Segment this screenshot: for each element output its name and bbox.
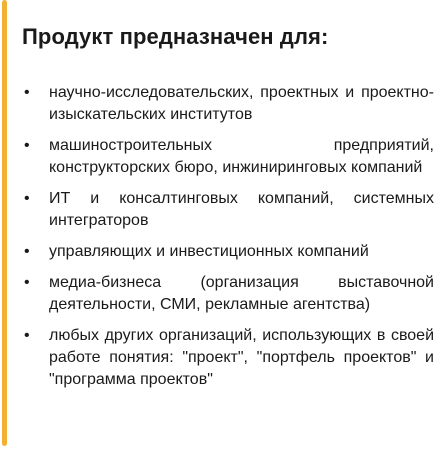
- list-item: [22, 188, 434, 232]
- list-item-text: управляющих и инвестиционных компаний: [49, 243, 369, 260]
- list-item: [22, 82, 434, 126]
- list-item-text: машиностроительных предприятий, конструкторских бюро, инжиниринговых компаний: [49, 137, 434, 176]
- list-item: [22, 135, 434, 179]
- list-item-text: ИТ и консалтинговых компаний, системных интеграторов: [49, 190, 434, 229]
- list-item-text: любых других организаций, использующих в своей работе понятия: "проект", "портфель проектов" и "программа проектов": [49, 327, 434, 388]
- slide-title: Продукт предназначен для:: [22, 24, 329, 49]
- list-item: [22, 325, 434, 391]
- list-item-text: медиа-бизнеса (организация выставочной деятельности, СМИ, рекламные агентства): [49, 274, 434, 313]
- bullet-dot-icon: •: [24, 137, 30, 154]
- list-item: [22, 272, 434, 316]
- target-audience-list: [22, 50, 434, 391]
- bullet-dot-icon: •: [24, 190, 30, 207]
- bullet-dot-icon: •: [24, 327, 30, 344]
- slide-content: [22, 0, 434, 400]
- bullet-dot-icon: •: [24, 274, 30, 291]
- list-item-text: научно-исследовательских, проектных и проектно-изыскательских институтов: [49, 84, 434, 123]
- list-item: [22, 241, 434, 263]
- bullet-dot-icon: •: [24, 84, 30, 101]
- accent-bar: [2, 0, 7, 446]
- bullet-dot-icon: •: [24, 243, 30, 260]
